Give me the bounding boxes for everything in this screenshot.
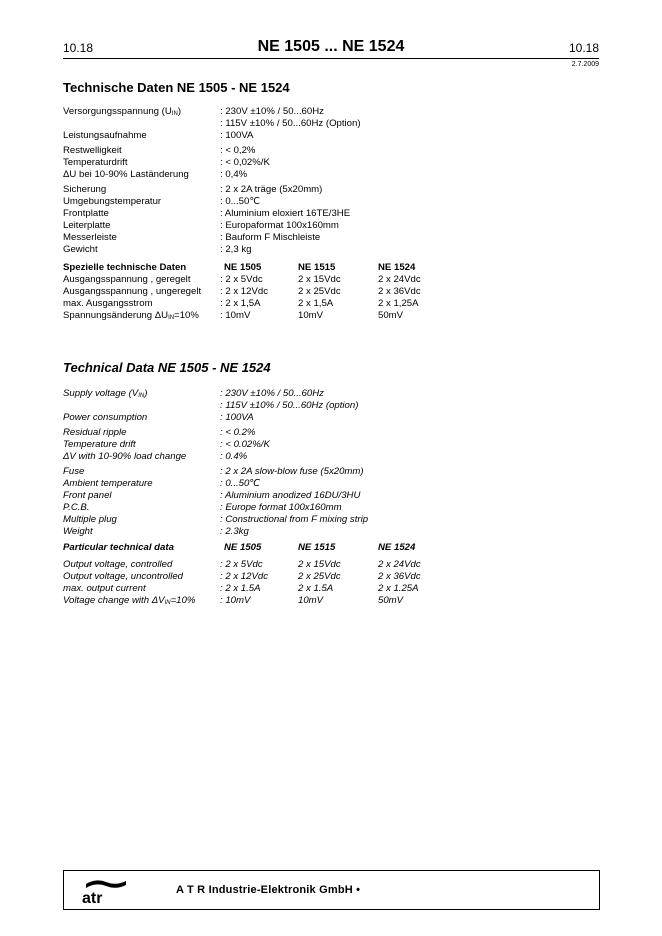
row-label: Output voltage, controlled — [63, 559, 173, 570]
column-header: NE 1515 — [298, 262, 336, 273]
spec-value: : 100VA — [220, 130, 254, 141]
row-label: Ausgangsspannung , ungeregelt — [63, 286, 202, 297]
spec-label: ΔV with 10-90% load change — [63, 451, 187, 462]
spec-label: Residual ripple — [63, 427, 127, 438]
column-header: NE 1524 — [378, 262, 416, 273]
row-label: max. output current — [63, 583, 146, 594]
spec-value: : 2.3kg — [220, 526, 249, 537]
spec-value: : 2 x 2A slow-blow fuse (5x20mm) — [220, 466, 364, 477]
spec-value: : Aluminium anodized 16DU/3HU — [220, 490, 361, 501]
spec-row — [63, 526, 603, 538]
spec-label: Leistungsaufnahme — [63, 130, 147, 141]
spec-value: : Europe format 100x160mm — [220, 502, 342, 513]
spec-row — [63, 400, 603, 412]
cell-value: 2 x 36Vdc — [378, 286, 421, 297]
table-row — [63, 595, 603, 607]
spec-label: Multiple plug — [63, 514, 117, 525]
cell-value: : 2 x 1,5A — [220, 298, 261, 309]
page-number-left: 10.18 — [63, 41, 94, 55]
spec-value: : 115V ±10% / 50...60Hz (option) — [220, 400, 359, 411]
spec-label: Sicherung — [63, 184, 107, 195]
spec-value: : 230V ±10% / 50...60Hz — [220, 388, 324, 399]
spec-label: Ambient temperature — [63, 478, 153, 489]
section-title-en: Technical Data NE 1505 - NE 1524 — [63, 360, 271, 375]
document-date: 2.7.2009 — [571, 61, 599, 68]
special-table-header — [63, 262, 603, 274]
cell-value: 50mV — [378, 595, 404, 606]
logo-text: atr — [82, 890, 103, 906]
cell-value: 2 x 25Vdc — [298, 286, 341, 297]
column-header: NE 1515 — [298, 542, 336, 553]
spec-value: : Constructional from F mixing strip — [220, 514, 369, 525]
spec-label: Power consumption — [63, 412, 148, 423]
spec-row — [63, 502, 603, 514]
spec-label: Umgebungstemperatur — [63, 196, 162, 207]
cell-value: : 2 x 5Vdc — [220, 274, 263, 285]
spec-label: Temperaturdrift — [63, 157, 128, 168]
spec-row — [63, 478, 603, 490]
cell-value: 50mV — [378, 310, 404, 321]
cell-value: 2 x 24Vdc — [378, 559, 421, 570]
cell-value: 2 x 1.25A — [378, 583, 419, 594]
spec-value: : 0...50℃ — [220, 478, 261, 489]
spec-row — [63, 388, 603, 400]
special-heading: Particular technical data — [63, 542, 174, 553]
spec-label: Front panel — [63, 490, 112, 501]
spec-value: : Aluminium eloxiert 16TE/3HE — [220, 208, 351, 219]
spec-label: Gewicht — [63, 244, 98, 255]
spec-label: P.C.B. — [63, 502, 90, 513]
spec-row — [63, 232, 603, 244]
spec-value: : < 0,02%/K — [220, 157, 270, 168]
spec-row — [63, 514, 603, 526]
spec-label: Temperature drift — [63, 439, 136, 450]
spec-label: Weight — [63, 526, 93, 537]
cell-value: 10mV — [298, 595, 324, 606]
column-header: NE 1524 — [378, 542, 416, 553]
column-header: NE 1505 — [224, 542, 262, 553]
page-number-right: 10.18 — [568, 41, 599, 55]
cell-value: : 2 x 1.5A — [220, 583, 261, 594]
cell-value: : 2 x 12Vdc — [220, 286, 268, 297]
cell-value: 2 x 15Vdc — [298, 274, 341, 285]
spec-row — [63, 106, 603, 118]
spec-value: : 100VA — [220, 412, 254, 423]
spec-value: : 230V ±10% / 50...60Hz — [220, 106, 324, 117]
row-label: Output voltage, uncontrolled — [63, 571, 184, 582]
cell-value: : 2 x 5Vdc — [220, 559, 263, 570]
table-row — [63, 286, 603, 298]
cell-value: : 10mV — [220, 310, 251, 321]
spec-value: : Europaformat 100x160mm — [220, 220, 339, 231]
spec-value: : < 0.02%/K — [220, 439, 270, 450]
section-title-de: Technische Daten NE 1505 - NE 1524 — [63, 80, 290, 95]
table-row — [63, 571, 603, 583]
table-row — [63, 559, 603, 571]
table-row — [63, 310, 603, 322]
special-heading: Spezielle technische Daten — [63, 262, 187, 273]
row-label: Voltage change with $\Delta V_{IN}=10\%$ — [63, 595, 196, 606]
spec-label: ΔU bei 10-90% Laständerung — [63, 169, 189, 180]
spec-label: Restwelligkeit — [63, 145, 122, 156]
spec-row — [63, 145, 603, 157]
column-header: NE 1505 — [224, 262, 262, 273]
table-row — [63, 274, 603, 286]
cell-value: 2 x 1,25A — [378, 298, 419, 309]
spec-value: : 0,4% — [220, 169, 248, 180]
special-table-header — [63, 542, 603, 554]
document-title: NE 1505 ... NE 1524 — [257, 38, 405, 55]
spec-value: : < 0.2% — [220, 427, 256, 438]
spec-value: : 115V ±10% / 50...60Hz (Option) — [220, 118, 361, 129]
spec-row — [63, 157, 603, 169]
spec-row — [63, 451, 603, 463]
spec-row — [63, 130, 603, 142]
cell-value: : 2 x 12Vdc — [220, 571, 268, 582]
cell-value: 2 x 36Vdc — [378, 571, 421, 582]
spec-row — [63, 439, 603, 451]
spec-label: Leiterplatte — [63, 220, 111, 231]
spec-label: Frontplatte — [63, 208, 109, 219]
spec-row — [63, 208, 603, 220]
spec-row — [63, 466, 603, 478]
row-label: max. Ausgangsstrom — [63, 298, 153, 309]
company-name: A T R Industrie-Elektronik GmbH • — [176, 884, 361, 896]
spec-label: Supply voltage $(V_{IN})$ — [63, 388, 148, 399]
spec-row — [63, 220, 603, 232]
cell-value: 2 x 1,5A — [298, 298, 334, 309]
spec-value: : 2 x 2A träge (5x20mm) — [220, 184, 323, 195]
spec-value: : 0...50℃ — [220, 196, 261, 207]
table-row — [63, 583, 603, 595]
spec-value: : Bauform F Mischleiste — [220, 232, 321, 243]
spec-label: Messerleiste — [63, 232, 117, 243]
cell-value: 2 x 24Vdc — [378, 274, 421, 285]
spec-value: : 2,3 kg — [220, 244, 252, 255]
spec-value: : 0.4% — [220, 451, 248, 462]
table-row — [63, 298, 603, 310]
header-divider — [63, 58, 599, 59]
cell-value: 2 x 15Vdc — [298, 559, 341, 570]
spec-row — [63, 427, 603, 439]
spec-row — [63, 184, 603, 196]
spec-row — [63, 118, 603, 130]
spec-value: : < 0,2% — [220, 145, 256, 156]
cell-value: : 10mV — [220, 595, 251, 606]
cell-value: 2 x 25Vdc — [298, 571, 341, 582]
spec-row — [63, 169, 603, 181]
spec-row — [63, 244, 603, 256]
spec-row — [63, 490, 603, 502]
spec-row — [63, 412, 603, 424]
cell-value: 2 x 1.5A — [298, 583, 334, 594]
row-label: Ausgangsspannung , geregelt — [63, 274, 191, 285]
row-label: Spannungsänderung $\Delta U_{IN}=10\%$ — [63, 310, 199, 321]
spec-label: Fuse — [63, 466, 85, 477]
spec-label: Versorgungsspannung $(U_{IN})$ — [63, 106, 182, 117]
spec-row — [63, 196, 603, 208]
company-logo — [80, 876, 132, 911]
cell-value: 10mV — [298, 310, 324, 321]
